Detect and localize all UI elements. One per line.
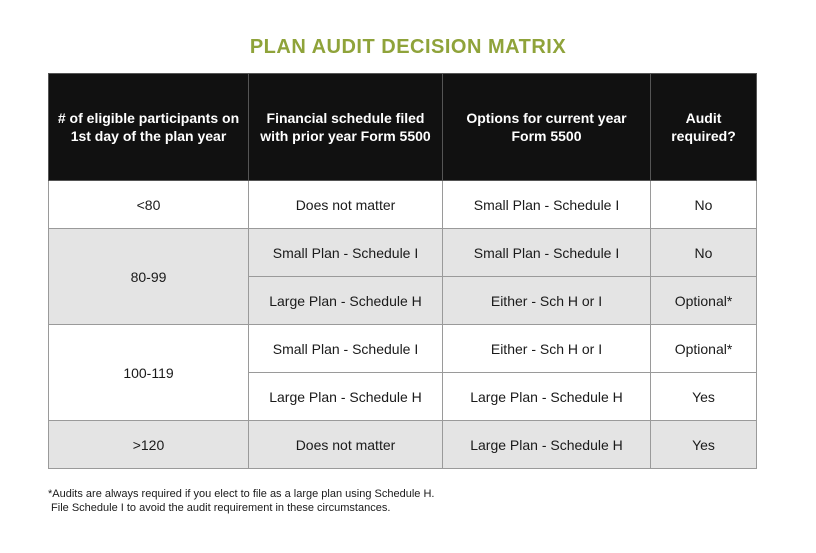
table-row [49, 229, 757, 277]
audit-cell: No [651, 181, 757, 229]
header-current-options: Options for current year Form 5500 [443, 74, 651, 181]
current-options-cell: Small Plan - Schedule I [443, 229, 651, 277]
current-options-cell: Either - Sch H or I [443, 277, 651, 325]
footnote-line: *Audits are always required if you elect to file as a large plan using Schedule H. [48, 488, 435, 500]
prior-schedule-cell: Small Plan - Schedule I [249, 325, 443, 373]
audit-cell: No [651, 229, 757, 277]
participants-cell: >120 [49, 421, 249, 469]
header-prior-schedule: Financial schedule filed with prior year Form 5500 [249, 74, 443, 181]
page-title: PLAN AUDIT DECISION MATRIX [249, 36, 567, 58]
table-row [49, 325, 757, 373]
footnote-line: File Schedule I to avoid the audit requirement in these circumstances. [48, 502, 391, 514]
decision-matrix-table [48, 73, 757, 469]
audit-cell: Yes [651, 373, 757, 421]
participants-cell: 80-99 [49, 229, 249, 325]
prior-schedule-cell: Large Plan - Schedule H [249, 373, 443, 421]
prior-schedule-cell: Small Plan - Schedule I [249, 229, 443, 277]
header-audit-required: Audit required? [651, 74, 757, 181]
footnote [48, 487, 434, 515]
participants-cell: 100-119 [49, 325, 249, 421]
participants-cell: <80 [49, 181, 249, 229]
audit-cell: Yes [651, 421, 757, 469]
current-options-cell: Large Plan - Schedule H [443, 421, 651, 469]
current-options-cell: Small Plan - Schedule I [443, 181, 651, 229]
header-row [49, 74, 757, 181]
current-options-cell: Either - Sch H or I [443, 325, 651, 373]
current-options-cell: Large Plan - Schedule H [443, 373, 651, 421]
audit-cell: Optional* [651, 277, 757, 325]
prior-schedule-cell: Does not matter [249, 181, 443, 229]
prior-schedule-cell: Does not matter [249, 421, 443, 469]
prior-schedule-cell: Large Plan - Schedule H [249, 277, 443, 325]
table-row [49, 421, 757, 469]
header-participants: # of eligible participants on 1st day of the plan year [49, 74, 249, 181]
table-row [49, 181, 757, 229]
audit-cell: Optional* [651, 325, 757, 373]
